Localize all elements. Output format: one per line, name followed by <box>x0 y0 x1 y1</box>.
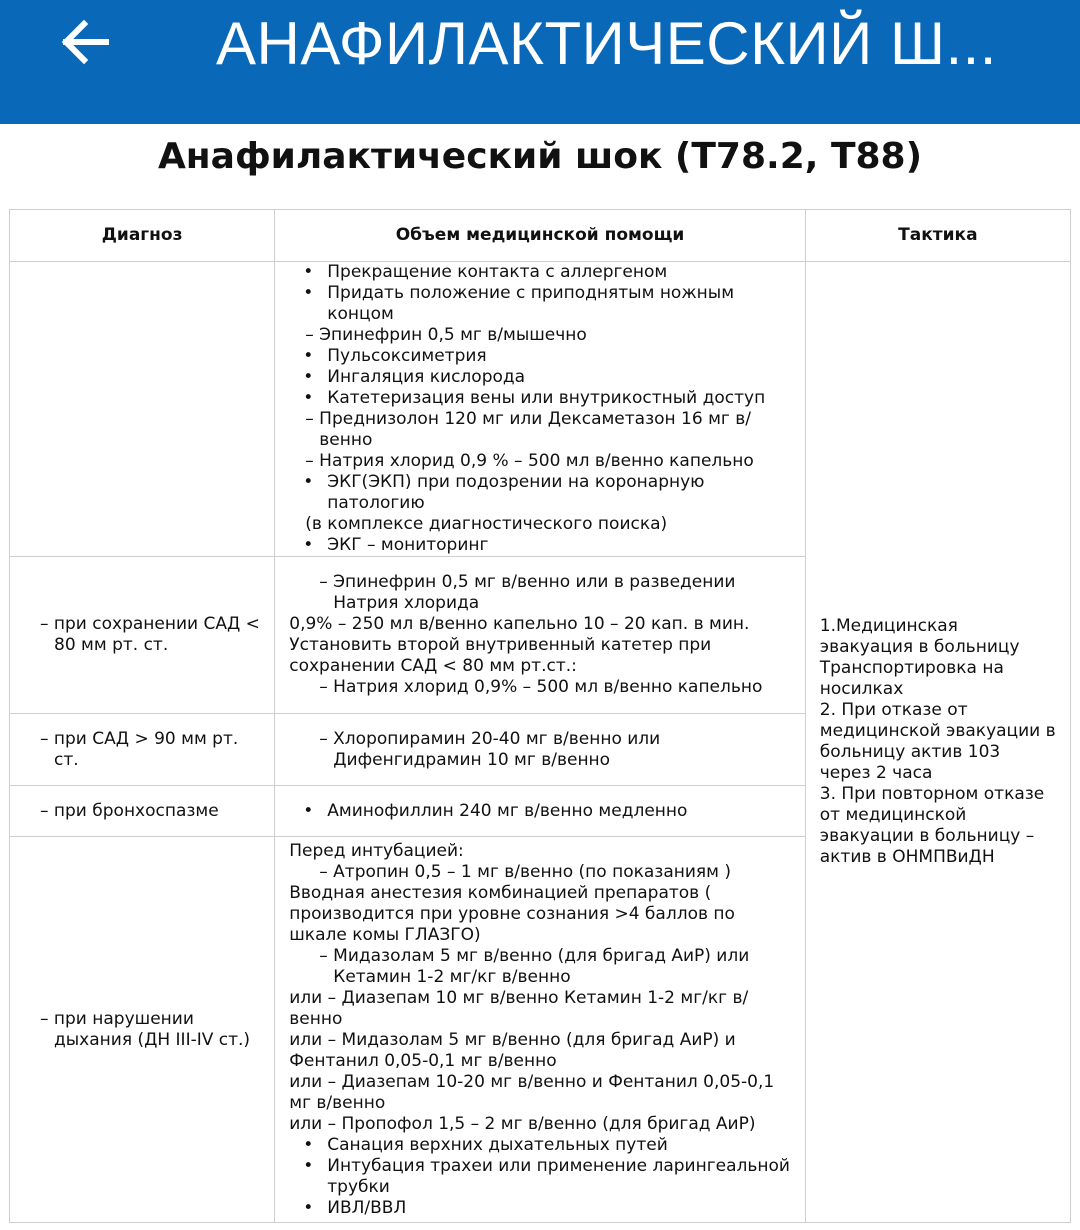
list-item: • Аминофиллин 240 мг в/венно медленно <box>289 801 791 822</box>
diagnosis-cell <box>10 557 275 714</box>
care-list <box>289 262 791 325</box>
list-item: • Прекращение контакта с аллергеном <box>289 262 791 283</box>
list-item: • Придать положение с приподнятым ножным концом <box>289 283 791 325</box>
diagnosis-text: – при САД > 90 мм рт. ст. <box>24 729 260 771</box>
diagnosis-list <box>24 614 260 656</box>
care-text: или – Диазепам 10-20 мг в/венно и Фентанил 0,05-0,1 мг в/венно <box>289 1071 775 1113</box>
care-list <box>289 1135 791 1219</box>
care-list <box>289 677 791 698</box>
diagnosis-cell <box>10 786 275 837</box>
tactic-line: 3. При повторном отказе от медицинской эвакуации в больницу – актив в ОНМПВиДН <box>819 784 1045 867</box>
table-header-row <box>10 210 1071 262</box>
care-text: или – Пропофол 1,5 – 2 мг в/венно (для бригад АиР) <box>289 1113 756 1134</box>
diagnosis-text: – при сохранении САД < 80 мм рт. ст. <box>24 614 260 656</box>
care-text: Перед интубацией: <box>289 840 464 861</box>
care-text: Установить второй внутривенный катетер при сохранении САД < 80 мм рт.ст.: <box>289 635 712 676</box>
care-list <box>289 409 791 472</box>
care-list <box>289 346 791 409</box>
list-item: – Преднизолон 120 мг или Дексаметазон 16 мг в/венно <box>289 409 791 451</box>
tactic-line: 2. При отказе от медицинской эвакуации в больницу актив 103 через 2 часа <box>819 700 1056 783</box>
list-item: – Хлоропирамин 20-40 мг в/венно или Дифенгидрамин 10 мг в/венно <box>289 729 791 771</box>
care-cell <box>275 837 806 1223</box>
app-bar-title: АНАФИЛАКТИЧЕСКИЙ Ш... <box>216 10 997 77</box>
list-item: • Катетеризация вены или внутрикостный доступ <box>289 388 791 409</box>
tactic-line: Транспортировка на носилках <box>819 658 1004 699</box>
protocol-table <box>9 209 1071 1223</box>
list-item: – Натрия хлорид 0,9% – 500 мл в/венно капельно <box>289 677 791 698</box>
diagnosis-text: – при бронхоспазме <box>24 801 260 822</box>
care-list <box>289 535 791 556</box>
care-list <box>289 801 791 822</box>
care-text: или – Диазепам 10 мг в/венно Кетамин 1-2 мг/кг в/венно <box>289 987 749 1029</box>
care-list <box>289 472 791 514</box>
arrow-left-icon <box>56 14 116 70</box>
care-list <box>289 325 791 346</box>
diagnosis-cell <box>10 837 275 1223</box>
care-text: или – Мидазолам 5 мг в/венно (для бригад АиР) и Фентанил 0,05-0,1 мг в/венно <box>289 1029 736 1071</box>
diagnosis-list <box>24 1009 260 1051</box>
list-item: – Эпинефрин 0,5 мг в/венно или в разведении Натрия хлорида <box>289 572 791 614</box>
table-row <box>10 262 1071 557</box>
tactic-cell <box>805 262 1070 1223</box>
care-text: Вводная анестезия комбинацией препаратов ( производится при уровне сознания >4 баллов по шкале комы ГЛАЗГО) <box>289 882 735 945</box>
list-item: • ЭКГ – мониторинг <box>289 535 791 556</box>
care-list <box>289 729 791 771</box>
care-cell <box>275 262 806 557</box>
care-list <box>289 946 791 988</box>
list-item: – Эпинефрин 0,5 мг в/мышечно <box>289 325 791 346</box>
care-text: 0,9% – 250 мл в/венно капельно 10 – 20 кап. в мин. <box>289 614 750 634</box>
list-item: • Интубация трахеи или применение ларингеальной трубки <box>289 1156 791 1198</box>
list-item: • Пульсоксиметрия <box>289 346 791 367</box>
header-tactic: Тактика <box>805 210 1070 262</box>
list-item: • ЭКГ(ЭКП) при подозрении на коронарную патологию <box>289 472 791 514</box>
care-list <box>289 572 791 614</box>
care-cell <box>275 714 806 786</box>
care-cell <box>275 557 806 714</box>
back-button[interactable] <box>56 14 116 70</box>
diagnosis-list <box>24 729 260 771</box>
page-title: Анафилактический шок (T78.2, T88) <box>157 136 923 177</box>
care-list <box>289 862 791 883</box>
header-diagnosis: Диагноз <box>10 210 275 262</box>
list-item: • Ингаляция кислорода <box>289 367 791 388</box>
diagnosis-list <box>24 801 260 822</box>
tactic-line: 1.Медицинская эвакуация в больницу <box>819 616 1020 657</box>
header-care-volume: Объем медицинской помощи <box>275 210 806 262</box>
app-bar <box>0 0 1080 124</box>
care-cell <box>275 786 806 837</box>
diagnosis-text: – при нарушении дыхания (ДН III-IV ст.) <box>24 1009 260 1051</box>
list-item: • ИВЛ/ВВЛ <box>289 1198 791 1219</box>
list-item-continuation: (в комплексе диагностического поиска) <box>305 514 668 534</box>
diagnosis-cell <box>10 714 275 786</box>
list-item: – Атропин 0,5 – 1 мг в/венно (по показаниям ) <box>289 862 791 883</box>
list-item: – Мидазолам 5 мг в/венно (для бригад АиР) или Кетамин 1-2 мг/кг в/венно <box>289 946 791 988</box>
list-item: – Натрия хлорид 0,9 % – 500 мл в/венно капельно <box>289 451 791 472</box>
diagnosis-cell <box>10 262 275 557</box>
list-item: • Санация верхних дыхательных путей <box>289 1135 791 1156</box>
